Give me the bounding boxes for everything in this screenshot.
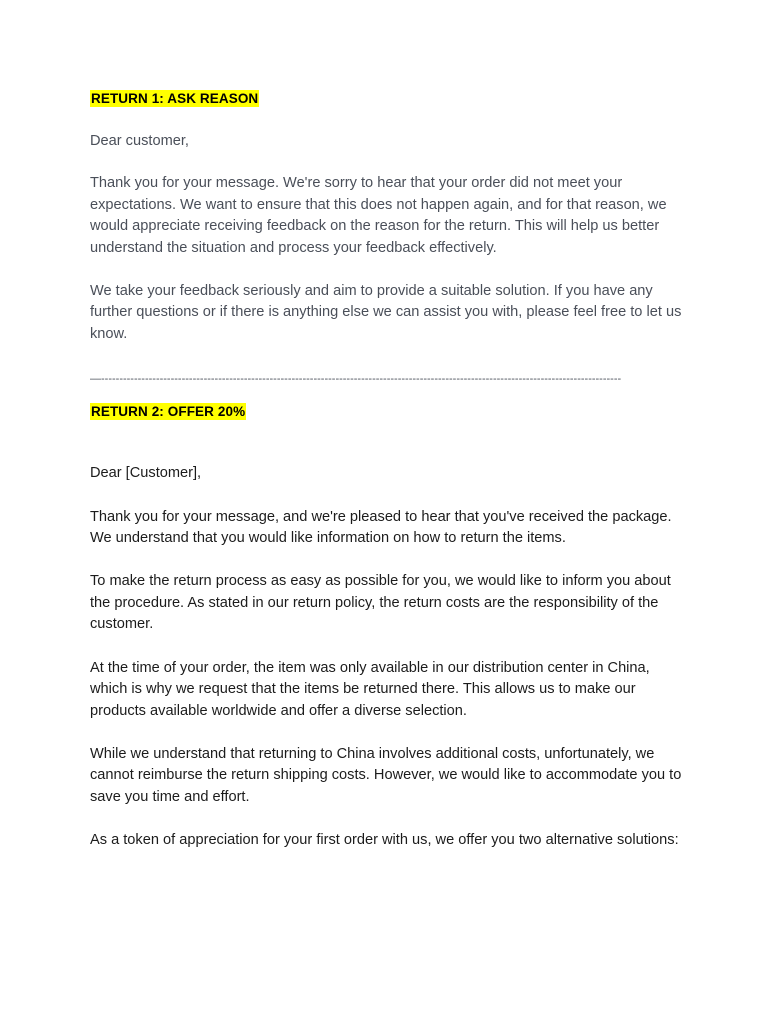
return1-heading: RETURN 1: ASK REASON [91, 91, 259, 106]
return2-paragraph-2: To make the return process as easy as possible for you, we would like to inform you about the procedure. As stated in our return policy, the return costs are the responsibility of the customer. [90, 573, 671, 633]
return2-paragraph-4: While we understand that returning to China involves additional costs, unfortunately, we cannot reimburse the return shipping costs. However, we would like to accommodate you to save you time and effort. [90, 745, 682, 805]
section-separator: —---------------------------------------------------------------------------------------------------------------------------------------------- [90, 373, 622, 386]
return2-paragraph-1: Thank you for your message, and we're pleased to hear that you've received the package. We understand that you would like information on how to return the items. [90, 508, 672, 547]
return1-greeting: Dear customer, [90, 133, 189, 149]
return2-heading-row [90, 403, 690, 423]
return2-paragraph-5: As a token of appreciation for your first order with us, we offer you two alternative solutions: [90, 832, 679, 849]
return2-paragraph-3: At the time of your order, the item was only available in our distribution center in China, which is why we request that the items be returned there. This allows us to make our products available worldwide and offer a diverse selection. [90, 659, 650, 719]
return2-heading: RETURN 2: OFFER 20% [91, 404, 246, 420]
return1-paragraph-2: We take your feedback seriously and aim to provide a suitable solution. If you have any further questions or if there is anything else we can assist you with, please feel free to let us know. [90, 283, 682, 342]
return1-paragraph-1: Thank you for your message. We're sorry to hear that your order did not meet your expectations. We want to ensure that this does not happen again, and for that reason, we would appreciate receiving feedback on the reason for the return. This will help us better understand the situation and process your feedback effectively. [90, 175, 667, 256]
return1-heading-row [90, 90, 690, 110]
document-page [90, 90, 690, 852]
return2-greeting: Dear [Customer], [90, 465, 202, 482]
